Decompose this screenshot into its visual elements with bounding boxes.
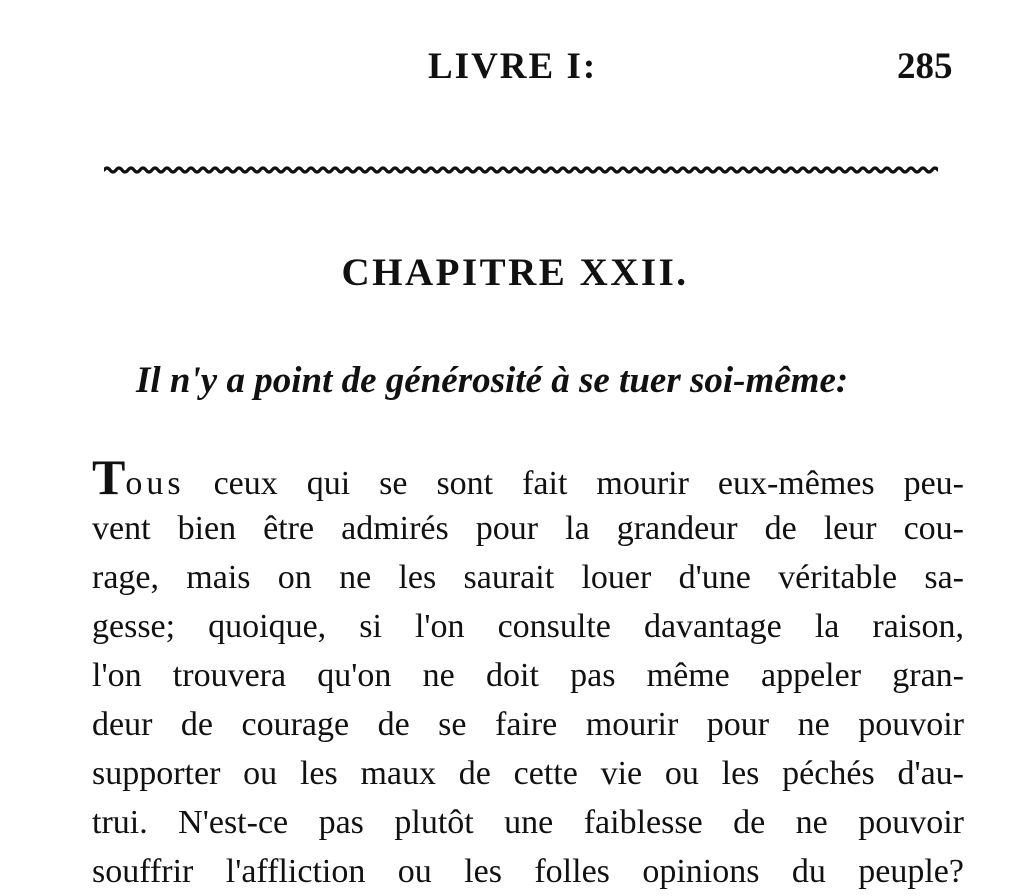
body-line: deur de courage de se faire mourir pour ne pouvoir xyxy=(92,706,964,743)
body-line: gesse; quoique, si l'on consulte davantage la raison, xyxy=(92,608,964,645)
body-line: l'on trouvera qu'on ne doit pas même appeler gran- xyxy=(92,657,964,694)
body-line: souffrir l'affliction ou les folles opinions du peuple? xyxy=(92,853,964,890)
wavy-rule-ornament xyxy=(104,162,938,178)
running-head-title: LIVRE I: xyxy=(428,46,598,87)
first-word-rest: ous xyxy=(125,465,185,502)
chapter-subtitle: Il n'y a point de générosité à se tuer soi-même: xyxy=(136,360,849,401)
body-line: rage, mais on ne les saurait louer d'une véritable sa- xyxy=(92,559,964,596)
body-line: vent bien être admirés pour la grandeur de leur cou- xyxy=(92,510,964,547)
body-text xyxy=(92,450,964,896)
body-line: supporter ou les maux de cette vie ou les péchés d'au- xyxy=(92,755,964,792)
drop-cap: T xyxy=(92,449,126,505)
body-line xyxy=(92,450,964,504)
body-line: trui. N'est-ce pas plutôt une faiblesse de ne pouvoir xyxy=(92,804,964,841)
chapter-title: CHAPITRE XXII. xyxy=(341,251,689,294)
body-line-text: ceux qui se sont fait mourir eux-mêmes peu- xyxy=(213,465,965,502)
page-number: 285 xyxy=(897,46,953,87)
